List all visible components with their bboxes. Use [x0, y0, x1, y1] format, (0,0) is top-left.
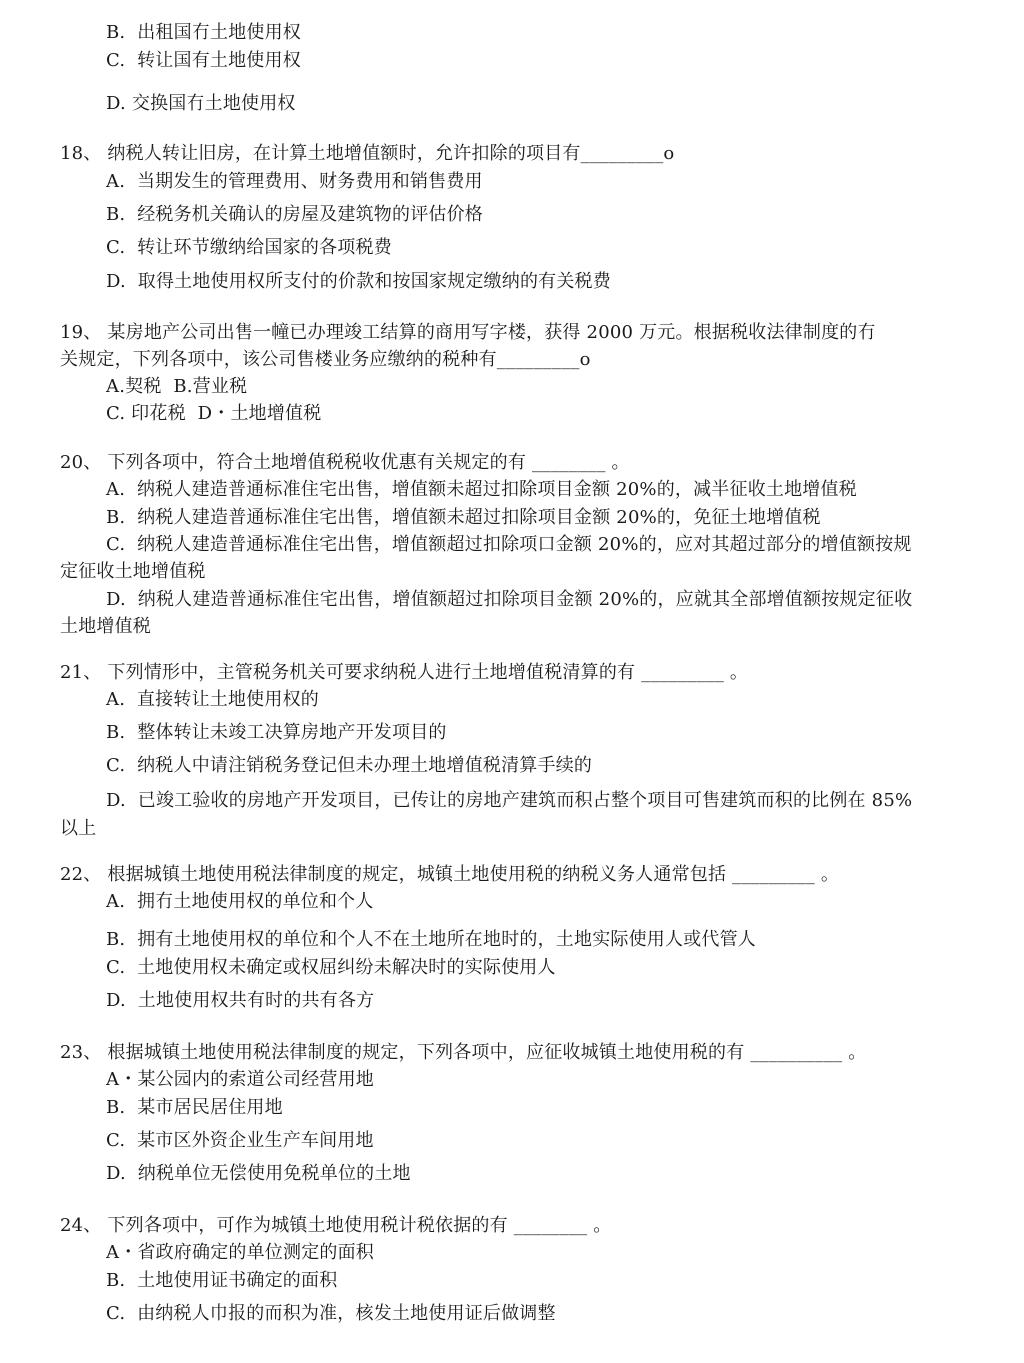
- q20-option-c-continued: 定征收土地增值税: [60, 561, 206, 582]
- q17-option-c: C. 转让国有土地使用权: [106, 50, 301, 71]
- q17-option-d: D. 交换国冇土地使用权: [106, 93, 296, 114]
- q19-stem-continued: 关规定，下列各项中，该公司售楼业务应缴纳的税种有_________o: [60, 349, 591, 370]
- q23-option-c: C. 某市区外资企业生产车间用地: [106, 1130, 374, 1151]
- q23-option-d: D. 纳税单位无偿使用免税单位的土地: [106, 1163, 411, 1184]
- q23-option-b: B. 某市居民居住用地: [106, 1097, 283, 1118]
- q20-option-b: B. 纳税人建造普通标准住宅出售，增值额未超过扣除项目金额 20%的，免征土地增值税: [106, 507, 821, 528]
- q18-option-b: B. 经税务机关确认的房屋及建筑物的评估价格: [106, 204, 483, 225]
- q20-stem: 20、 下列各项中，符合土地增值税税收优惠有关规定的有 ________ 。: [60, 452, 630, 473]
- q22-stem: 22、 根据城镇土地使用税法律制度的规定，城镇土地使用税的纳税义务人通常包括 _________ 。: [60, 864, 840, 885]
- q23-option-a: A・某公园内的索道公司经营用地: [106, 1069, 374, 1090]
- q22-option-d: D. 土地使用权共有时的共有各方: [106, 990, 375, 1011]
- q17-option-b: B. 出租国冇土地使用权: [106, 22, 301, 43]
- q19-option-cd: C. 印花税 D・土地增值税: [106, 403, 322, 424]
- q24-option-a: A・省政府确定的单位测定的面积: [106, 1242, 374, 1263]
- q21-option-b: B. 整体转让未竣工决算房地产开发项目的: [106, 722, 447, 743]
- q21-option-c: C. 纳税人中请注销税务登记但未办理土地增值税清算手续的: [106, 755, 593, 776]
- q18-option-a: A. 当期发生的管理费用、财务费用和销售费用: [106, 171, 483, 192]
- q21-stem: 21、 下列情形中，主管税务机关可要求纳税人进行土地增值税清算的有 _________ 。: [60, 662, 749, 683]
- q22-option-b: B. 拥有土地使用权的单位和个人不在土地所在地时的，土地实际使用人或代管人: [106, 929, 756, 950]
- q18-option-c: C. 转让环节缴纳给国家的各项税费: [106, 237, 392, 258]
- q21-option-d-continued: 以上: [60, 818, 97, 839]
- q24-option-b: B. 土地使用证书确定的面积: [106, 1270, 338, 1291]
- q19-option-ab: A.契税 B.营业税: [106, 376, 248, 397]
- q18-stem: 18、 纳税人转让旧房，在计算土地增值额时，允许扣除的项目有_________o: [60, 143, 675, 164]
- q18-option-d: D. 取得土地使用权所支付的价款和按国家规定缴纳的有关税费: [106, 271, 611, 292]
- q20-option-c: C. 纳税人建造普通标准住宅出售，增值额超过扣除项口金额 20%的，应对其超过部分的增值额按规: [106, 534, 912, 555]
- q22-option-c: C. 土地使用权未确定或权屈纠纷未解决时的实际使用人: [106, 957, 556, 978]
- q21-option-a: A. 直接转让土地使用权的: [106, 689, 319, 710]
- q19-stem: 19、 某房地产公司出售一幢已办理竣工结算的商用写字楼，获得 2000 万元。根据税收法律制度的冇: [60, 322, 876, 343]
- q24-option-c: C. 由纳税人巾报的而积为准，核发土地使用证后做调整: [106, 1303, 556, 1324]
- q20-option-a: A. 纳税人建造普通标准住宅出售，增值额未超过扣除项目金额 20%的，减半征收土地增值税: [106, 479, 857, 500]
- q23-stem: 23、 根据城镇土地使用税法律制度的规定，下列各项中，应征收城镇土地使用税的有 __________ 。: [60, 1042, 867, 1063]
- q20-option-d: D. 纳税人建造普通标准住宅出售，增值额超过扣除项目金额 20%的，应就其全部增值额按规定征收: [106, 589, 913, 610]
- q20-option-d-continued: 土地增值税: [60, 616, 151, 637]
- q22-option-a: A. 拥冇土地使用权的单位和个人: [106, 891, 374, 912]
- q24-stem: 24、 下列各项中，可作为城镇土地使用税计税依据的有 ________ 。: [60, 1215, 612, 1236]
- q21-option-d: D. 已竣工验收的房地产开发项目，已传让的房地产建筑而积占整个项目可售建筑而积的比例在 85%: [106, 790, 913, 811]
